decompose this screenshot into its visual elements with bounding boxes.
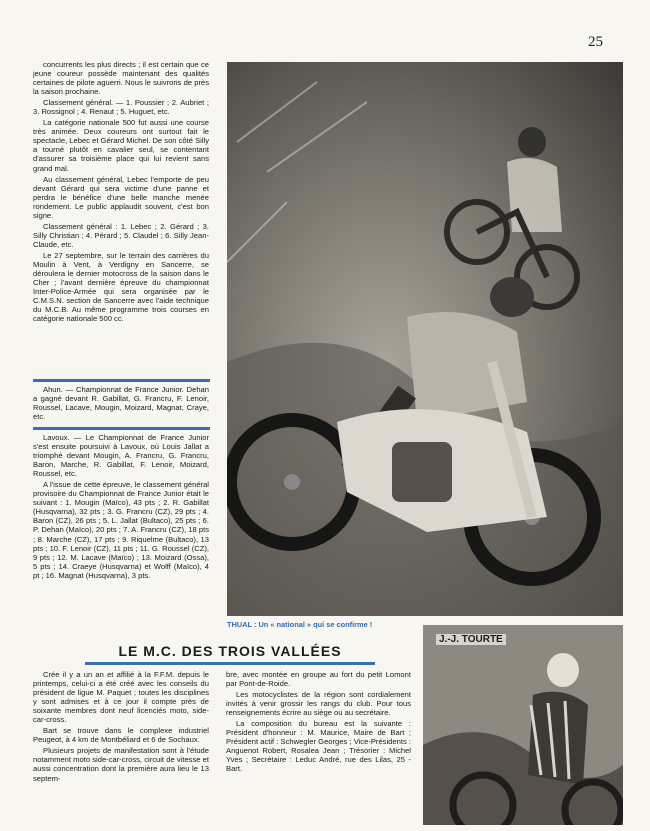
section-title: LE M.C. DES TROIS VALLÉES xyxy=(118,643,342,659)
title-underline xyxy=(85,662,375,665)
main-photo-caption: THUAL : Un « national » qui se confirme ! xyxy=(227,620,373,629)
motocross-riders-illustration xyxy=(227,62,623,616)
rider-portrait-photo xyxy=(423,625,623,825)
paragraph: Les motocyclistes de la région sont cordialement invités à venir grossir les rangs du club. Pour tous renseignements écrire au siège ou au secrétaire. xyxy=(226,690,411,718)
motocross-photo xyxy=(227,62,623,616)
page-number: 25 xyxy=(588,34,603,50)
rider-illustration xyxy=(423,625,623,825)
paragraph: Plusieurs projets de manifestation sont à l'étude notamment moto side-car-cross, circuit de vitesse et aussi concentration dont la première aura lieu le 13 septem- xyxy=(33,746,209,783)
paragraph: Crée il y a un an et affilié à la F.F.M. depuis le printemps, celui-ci a été créé avec les conseils du président de ligue M. Paquet ; toutes les disciplines y sont admises et à ce jour il compte près de soixante membres dont neuf licenciés moto, side-car-cross. xyxy=(33,670,209,725)
paragraph: concurrents les plus directs ; il est certain que ce jeune coureur possède maintenant des qualités certaines de pilote aguerri. Nous le suivrons de près la saison prochaine. xyxy=(33,60,209,97)
article-left-column xyxy=(33,60,209,325)
ahun-block xyxy=(33,385,209,423)
lavoux-paragraph: Lavoux. — Le Championnat de France Junior s'est ensuite poursuivi à Lavoux, où Louis Jallat a triomphé devant Mougin, A. Francru, G. Francru, Baron, Marche, R. Gabillat, F. Lenoir, Moizard, Roussel, etc. xyxy=(33,433,209,479)
paragraph: La catégorie nationale 500 fut aussi une course très animée. Deux coureurs ont surtout fait le spectacle, Lebec et Gérard Michel. De son côté Silly a tourné plutôt en cavalier seul, se contentant d'assurer sa troisième place qui lui revient sans grand mal. xyxy=(33,118,210,173)
section-rule xyxy=(33,379,210,382)
lavoux-block xyxy=(33,433,209,582)
side-photo-caption: J.-J. TOURTE xyxy=(436,634,506,645)
paragraph: Bart se trouve dans le complexe industriel Peugeot, à 4 km de Montbéliard et 6 de Sochaux. xyxy=(33,726,209,745)
section-rule xyxy=(33,427,210,430)
paragraph: bre, avec montée en groupe au fort du petit Lomont par Pont-de-Roide. xyxy=(226,670,411,689)
standings-paragraph: A l'issue de cette épreuve, le classement général provisoire du Championnat de France Junior était le suivant : 1. Mougin (Maïco), 43 pts ; 2. R. Gabillat (Husqvarna), 32 pts ; 3. G. Francru (CZ), 29 pts ; 4. Baron (CZ), 26 pts ; 5. L. Jallat (Bultaco), 25 pts ; 6. P. Dehan (Maïco), 20 pts ; 7. A. Francru (CZ), 18 pts ; 8. Marche (CZ), 17 pts ; 9. Riquelme (Bultaco), 13 pts ; 10. F. Lenoir (CZ), 11 pts ; 11. G. Roussel (CZ), 9 pts ; 12. M. Lacave (Maïco) ; 13. Moizard (Ossa), 5 pts ; 14. Craeye (Husqvarna) et Wolff (Maïco), 4 pt ; 16. Magnat (Husqvarna), 3 pts. xyxy=(33,480,209,580)
ahun-paragraph: Ahun. — Championnat de France Junior. Dehan a gagné devant R. Gabillat, G. Francru, F. Lenoir, Roussel, Lacave, Mougin, Moizard, Magnat, Craye, etc. xyxy=(33,385,209,422)
paragraph: Classement général : 1. Lebec ; 2. Gérard ; 3. Silly Christian ; 4. Pérard ; 5. Claudel ; 6. Silly Jean-Claude, etc. xyxy=(33,221,209,249)
paragraph: Le 27 septembre, sur le terrain des carrières du Moulin à Vent, à Verdigny en Sancerre, se déroulera le dernier motocross de la saison dans le Cher ; l'avant dernière épreuve du championnat Inter-Police-Armée qui sera organisée par le C.M.S.N. section de Sancerre avec l'aide technique du M.C.B. Au même programme trois courses en catégorie nationale 500 cc. xyxy=(33,250,209,324)
club-article-middle xyxy=(226,670,411,776)
paragraph: Au classement général, Lebec l'emporte de peu devant Gérard qui sera victime d'une panne et perdra le bénéfice d'une belle manche menée rondement. Le public applaudit souvent, c'est bon signe. xyxy=(33,174,209,220)
club-article-left xyxy=(33,670,209,785)
paragraph: La composition du bureau est la suivante : Président d'honneur : M. Maurice, Maire de Bart ; Président actif : Schwegler Georges ; Vice-Présidents : Anguenot Robert, Rosalea Jean ; Trésorier : Michel Yves ; Secrétaire : Leduc André, rue des Lilas, 25 - Bart. xyxy=(226,719,411,774)
paragraph: Classement général. — 1. Poussier ; 2. Aubriet ; 3. Rossignol ; 4. Renaut ; 5. Huguet, etc. xyxy=(33,98,209,117)
